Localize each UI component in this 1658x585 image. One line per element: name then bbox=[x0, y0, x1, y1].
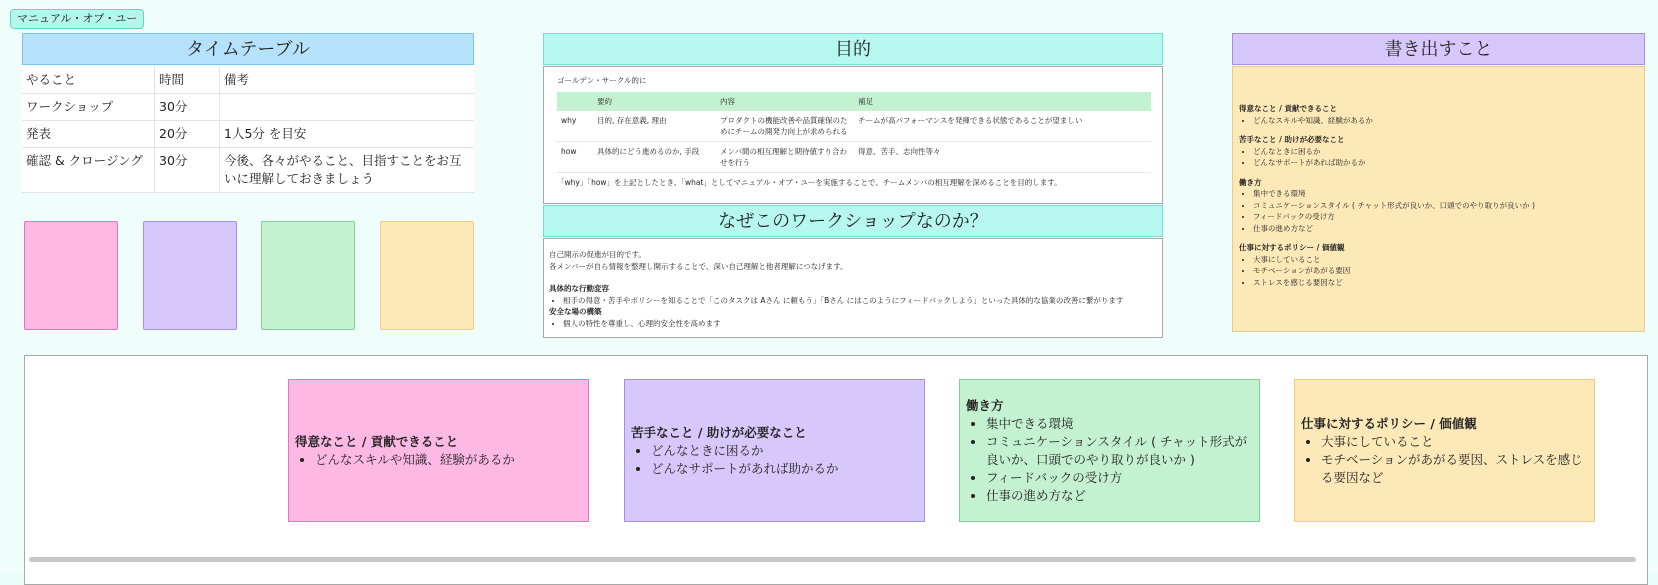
purpose-title[interactable]: 目的 bbox=[543, 33, 1163, 65]
sticky-note-yellow[interactable] bbox=[380, 221, 474, 330]
card-title: 仕事に対するポリシー / 価値観 bbox=[1301, 415, 1477, 431]
why-line: 各メンバーが自ら情報を整理し開示することで、深い自己理解と他者理解につなげます。 bbox=[549, 261, 848, 271]
table-cell: why bbox=[557, 111, 593, 142]
bullet-list bbox=[1239, 146, 1638, 169]
table-cell: 今後、各々がやること、目指すことをお互いに理解しておきましょう bbox=[220, 148, 475, 193]
list-item: • フィードバックの受け方 bbox=[1253, 211, 1638, 223]
bullet-list bbox=[1239, 115, 1638, 127]
timetable-title[interactable]: タイムテーブル bbox=[22, 33, 474, 65]
table-cell: チームが高パフォーマンスを発揮できる状態であることが望ましい bbox=[854, 111, 1151, 142]
purpose-note: 「why」「how」を上記としたとき、「what」としてマニュアル・オブ・ユーを実施することで、チームメンバの相互理解を深めることを目的します。 bbox=[557, 178, 1062, 187]
topic-title: 働き方 bbox=[1239, 177, 1262, 187]
table-row bbox=[22, 67, 474, 94]
table-cell: やること bbox=[22, 67, 155, 94]
list-item: • どんなサポートがあれば助かるか bbox=[651, 460, 918, 478]
bullet-list bbox=[966, 415, 1253, 505]
table-cell: 発表 bbox=[22, 121, 155, 148]
table-row bbox=[557, 142, 1151, 173]
table-cell bbox=[220, 94, 475, 121]
golden-circle-table bbox=[557, 92, 1151, 173]
table-cell: 得意、苦手、志向性等々 bbox=[854, 142, 1151, 173]
timetable-table[interactable] bbox=[22, 67, 474, 193]
table-cell: 具体的にどう進めるのか, 手段 bbox=[593, 142, 716, 173]
table-header bbox=[557, 92, 593, 111]
list-item: • 大事にしていること bbox=[1321, 433, 1588, 451]
horizontal-scrollbar[interactable] bbox=[29, 557, 1636, 562]
bullet-list bbox=[1239, 188, 1638, 234]
frame-title[interactable]: マニュアル・オブ・ユー bbox=[10, 9, 144, 29]
sticky-note-pink[interactable] bbox=[24, 221, 118, 330]
table-cell: how bbox=[557, 142, 593, 173]
table-cell: 目的, 存在意義, 理由 bbox=[593, 111, 716, 142]
topic-group bbox=[1239, 242, 1638, 288]
sticky-card-policy[interactable] bbox=[1294, 379, 1595, 522]
table-cell: ワークショップ bbox=[22, 94, 155, 121]
list-item: • どんなスキルや知識、経験があるか bbox=[1253, 115, 1638, 127]
list-item: • 集中できる環境 bbox=[986, 415, 1253, 433]
purpose-intro: ゴールデン・サークル的に bbox=[557, 76, 647, 85]
list-item: • 集中できる環境 bbox=[1253, 188, 1638, 200]
table-cell: 20分 bbox=[155, 121, 220, 148]
table-row bbox=[22, 121, 474, 148]
why-line: 自己開示の促進が目的です。 bbox=[549, 250, 646, 259]
table-header: 要約 bbox=[593, 92, 716, 111]
list-item: • モチベーションがあがる要因、ストレスを感じる要因など bbox=[1321, 451, 1588, 487]
list-item: • 相手の得意・苦手やポリシーを知ることで「このタスクは Aさん に頼もう」「Bさん にはこのようにフィードバックしよう」といった具体的な協業の改善に繋がります bbox=[563, 295, 1157, 307]
list-item: • モチベーションがあがる要因 bbox=[1253, 265, 1638, 277]
list-item: • どんなときに困るか bbox=[1253, 146, 1638, 158]
topic-title: 苦手なこと / 助けが必要なこと bbox=[1239, 135, 1345, 144]
sticky-card-work-style[interactable] bbox=[959, 379, 1260, 522]
list-item: • 仕事の進め方など bbox=[986, 487, 1253, 505]
table-cell: プロダクトの機能改善や品質確保のためにチームの開発力向上が求められる bbox=[716, 111, 854, 142]
topic-title: 得意なこと / 貢献できること bbox=[1239, 104, 1337, 113]
sticky-card-weaknesses[interactable] bbox=[624, 379, 925, 522]
table-row bbox=[22, 148, 474, 193]
card-title: 働き方 bbox=[966, 397, 1004, 413]
bullet-list bbox=[549, 318, 1157, 330]
list-item: • 仕事の進め方など bbox=[1253, 223, 1638, 235]
table-cell: メンバ間の相互理解と期待値すり合わせを行う bbox=[716, 142, 854, 173]
table-header: 内容 bbox=[716, 92, 854, 111]
table-header: 補足 bbox=[854, 92, 1151, 111]
table-cell: 30分 bbox=[155, 148, 220, 193]
why-workshop-panel[interactable] bbox=[543, 238, 1163, 338]
table-cell: 時間 bbox=[155, 67, 220, 94]
table-cell: 確認 & クロージング bbox=[22, 148, 155, 193]
table-cell: 備考 bbox=[220, 67, 475, 94]
bullet-list bbox=[1239, 254, 1638, 289]
list-item: • コミュニケーションスタイル ( チャット形式が良いか、口頭でのやり取りが良いか ) bbox=[1253, 200, 1638, 212]
card-title: 苦手なこと / 助けが必要なこと bbox=[631, 424, 807, 440]
section-title: 安全な場の構築 bbox=[549, 307, 602, 316]
list-item: • どんなときに困るか bbox=[651, 442, 918, 460]
bullet-list bbox=[631, 442, 918, 478]
list-item: • ストレスを感じる要因など bbox=[1253, 277, 1638, 289]
list-item: • 大事にしていること bbox=[1253, 254, 1638, 266]
bullet-list bbox=[1301, 433, 1588, 487]
why-workshop-title[interactable]: なぜこのワークショップなのか？ bbox=[543, 205, 1163, 237]
list-item: • どんなサポートがあれば助かるか bbox=[1253, 157, 1638, 169]
topic-group bbox=[1239, 177, 1638, 235]
what-to-write-panel[interactable] bbox=[1232, 66, 1645, 332]
bullet-list bbox=[549, 295, 1157, 307]
table-row bbox=[557, 111, 1151, 142]
table-cell: 1人5分 を目安 bbox=[220, 121, 475, 148]
section-title: 具体的な行動変容 bbox=[549, 284, 609, 293]
list-item: • どんなスキルや知識、経験があるか bbox=[315, 451, 582, 469]
purpose-panel[interactable] bbox=[543, 66, 1163, 204]
card-title: 得意なこと / 貢献できること bbox=[295, 433, 459, 449]
topic-title: 仕事に対するポリシー / 価値観 bbox=[1239, 243, 1345, 252]
topic-group bbox=[1239, 134, 1638, 169]
sticky-note-purple[interactable] bbox=[143, 221, 237, 330]
list-item: • 個人の特性を尊重し、心理的安全性を高めます bbox=[563, 318, 1157, 330]
sticky-card-strengths[interactable] bbox=[288, 379, 589, 522]
table-row bbox=[22, 94, 474, 121]
table-cell: 30分 bbox=[155, 94, 220, 121]
sticky-note-green[interactable] bbox=[261, 221, 355, 330]
table-header-row bbox=[557, 92, 1151, 111]
list-item: • コミュニケーションスタイル ( チャット形式が良いか、口頭でのやり取りが良いか ) bbox=[986, 433, 1253, 469]
what-to-write-title[interactable]: 書き出すこと bbox=[1232, 33, 1645, 65]
list-item: • フィードバックの受け方 bbox=[986, 469, 1253, 487]
bullet-list bbox=[295, 451, 582, 469]
topic-group bbox=[1239, 103, 1638, 126]
